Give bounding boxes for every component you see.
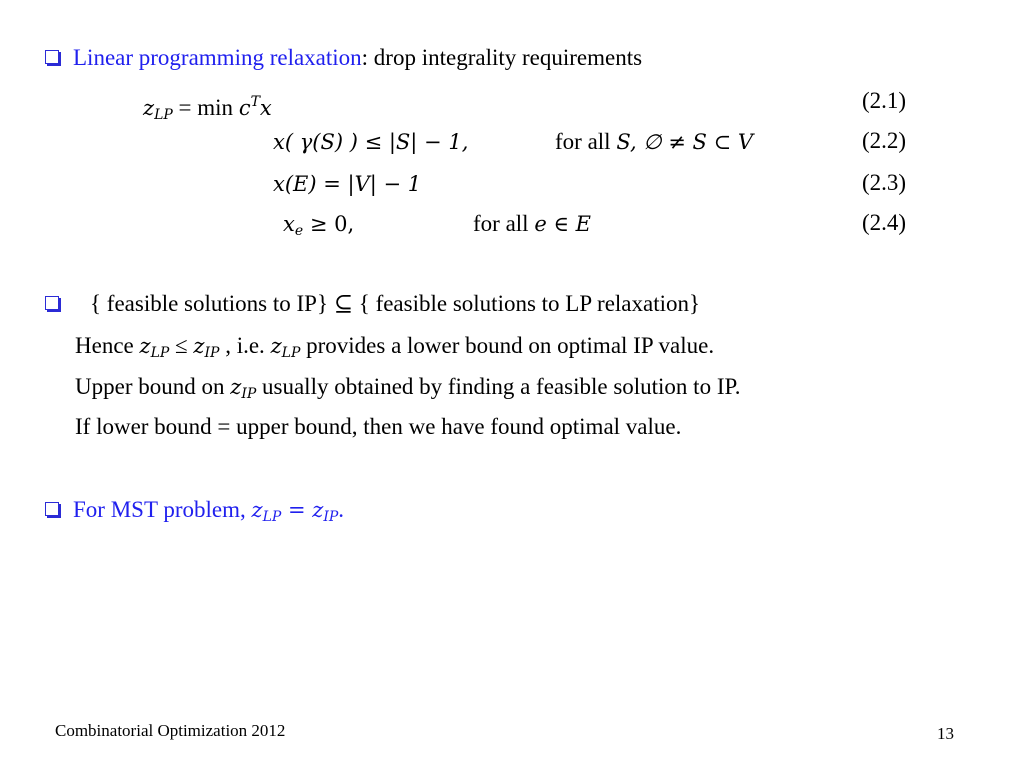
z-symbol: z	[312, 498, 324, 522]
bullet-icon-2	[45, 296, 59, 310]
nonneg-expr: ≥ 0,	[303, 212, 355, 236]
section1-title-suffix: : drop integrality requirements	[361, 45, 643, 70]
z-symbol: z	[251, 498, 263, 522]
e-subscript: e	[294, 223, 304, 239]
section1-heading	[73, 44, 642, 72]
constraint-nonneg	[283, 210, 354, 245]
objective-formula	[143, 88, 272, 129]
constraint-subtour	[273, 128, 468, 156]
forall-label: for all	[473, 211, 535, 236]
z-symbol: z	[270, 334, 282, 358]
upper-bound-text: Upper bound on	[75, 374, 231, 399]
equation-number-2-1: (2.1)	[862, 88, 907, 113]
lp-subscript: LP	[150, 345, 170, 361]
transpose-superscript: T	[250, 94, 260, 110]
z-symbol: z	[230, 375, 242, 399]
lower-bound-text: provides a lower bound on optimal IP value.	[300, 333, 715, 358]
constraint-subtour-condition	[555, 128, 753, 156]
ip-subscript: IP	[241, 386, 257, 402]
bullet-icon-1	[45, 50, 59, 64]
x-symbol: x	[259, 96, 272, 120]
constraint-subtour-expr: x( γ(S) ) ≤ |S| − 1,	[273, 130, 469, 154]
equals-min: = min	[172, 95, 239, 120]
constraint-subtour-cond: S, ∅ ≠ S ⊂ V	[616, 130, 754, 154]
page-number: 13	[937, 724, 954, 743]
constraint-nonneg-cond: e ∈ E	[534, 212, 591, 236]
equation-number-2-3: (2.3)	[862, 170, 907, 195]
optimal-value-line: If lower bound = upper bound, then we have found optimal value.	[75, 414, 682, 439]
equation-number-2-4: (2.4)	[862, 210, 907, 235]
bullet-icon-3	[45, 502, 59, 516]
lp-subscript: LP	[154, 107, 173, 123]
x-symbol: x	[283, 212, 295, 236]
constraint-edges	[273, 170, 421, 198]
constraint-nonneg-condition	[473, 210, 591, 238]
period: .	[338, 497, 345, 522]
mst-text: For MST problem,	[73, 497, 252, 522]
equation-number-2-2: (2.2)	[862, 128, 907, 153]
ip-subscript: IP	[323, 509, 339, 525]
hence-text: Hence	[75, 333, 140, 358]
z-symbol: z	[193, 334, 205, 358]
feasible-sets-line: { feasible solutions to IP} ⊆ { feasible solutions to LP relaxation}	[90, 291, 701, 316]
c-symbol: c	[238, 96, 251, 120]
constraint-edges-expr: x(E) = |V| − 1	[273, 172, 422, 196]
footer-course: Combinatorial Optimization 2012	[55, 721, 286, 740]
section1-title: Linear programming relaxation	[73, 45, 362, 70]
z-symbol: z	[139, 334, 151, 358]
ie-text: , i.e.	[219, 333, 271, 358]
lp-subscript: LP	[281, 345, 301, 361]
mst-line	[73, 496, 344, 531]
forall-label: for all	[555, 129, 617, 154]
le-symbol: ≤	[169, 333, 194, 358]
hence-line	[75, 332, 714, 367]
lp-subscript: LP	[262, 509, 282, 525]
z-symbol: z	[143, 96, 155, 120]
equals-symbol: =	[281, 498, 313, 522]
upper-bound-line	[75, 373, 740, 408]
upper-bound-rest: usually obtained by finding a feasible solution to IP.	[256, 374, 741, 399]
ip-subscript: IP	[204, 345, 220, 361]
